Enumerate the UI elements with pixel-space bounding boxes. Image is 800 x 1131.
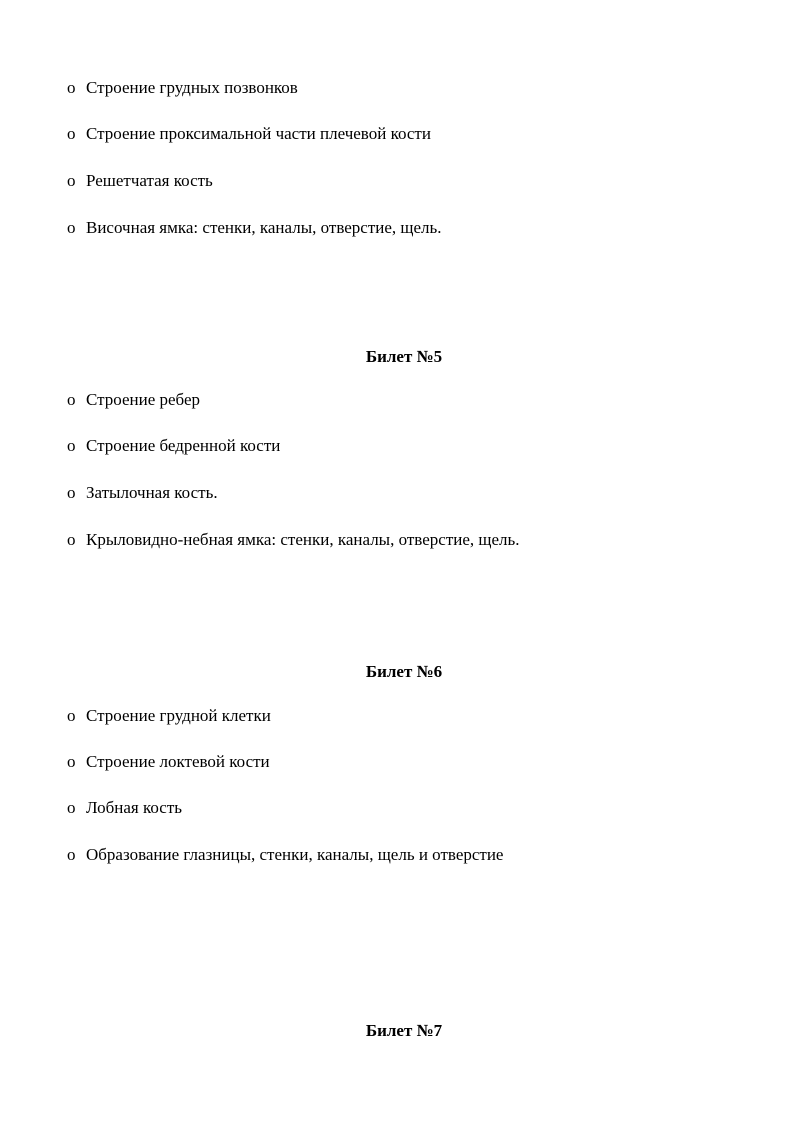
item-text: Образование глазницы, стенки, каналы, щель и отверстие <box>86 845 504 864</box>
item-text: Строение грудной клетки <box>86 706 271 725</box>
item-text: Решетчатая кость <box>86 171 213 190</box>
item-text: Строение ребер <box>86 390 201 409</box>
list-item <box>67 216 442 240</box>
list-item <box>67 76 298 100</box>
ticket-6-heading: Билет №6 <box>365 662 443 681</box>
item-text: Височная ямка: стенки, каналы, отверстие, щель. <box>86 218 442 237</box>
bullet: o <box>67 218 76 237</box>
bullet: o <box>67 78 76 97</box>
ticket-5-heading: Билет №5 <box>365 347 443 366</box>
bullet: o <box>67 798 76 817</box>
item-text: Строение грудных позвонков <box>86 78 298 97</box>
list-item <box>67 528 520 552</box>
list-item <box>67 169 213 193</box>
item-text: Строение проксимальной части плечевой кости <box>86 124 431 143</box>
bullet: o <box>67 706 76 725</box>
bullet: o <box>67 483 76 502</box>
item-text: Строение локтевой кости <box>86 752 270 771</box>
item-text: Затылочная кость. <box>86 483 218 502</box>
item-text: Строение бедренной кости <box>86 436 281 455</box>
bullet: o <box>67 390 76 409</box>
list-item <box>67 122 431 146</box>
list-item <box>67 388 200 412</box>
item-text: Лобная кость <box>86 798 183 817</box>
bullet: o <box>67 124 76 143</box>
list-item <box>67 434 280 458</box>
list-item <box>67 481 218 505</box>
list-item <box>67 750 270 774</box>
list-item <box>67 843 503 867</box>
bullet: o <box>67 171 76 190</box>
list-item <box>67 796 182 820</box>
list-item <box>67 704 271 728</box>
bullet: o <box>67 530 76 549</box>
ticket-7-heading: Билет №7 <box>365 1021 443 1040</box>
bullet: o <box>67 436 76 455</box>
bullet: o <box>67 752 76 771</box>
item-text: Крыловидно-небная ямка: стенки, каналы, отверстие, щель. <box>86 530 520 549</box>
bullet: o <box>67 845 76 864</box>
